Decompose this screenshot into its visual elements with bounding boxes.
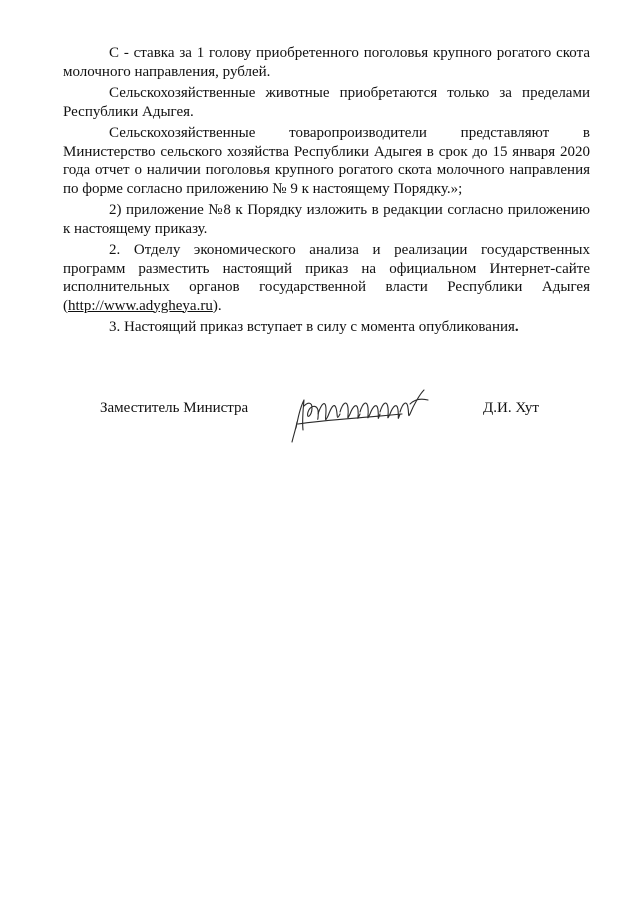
paragraph-line: года отчет о наличии поголовья крупного рогатого скота молочного направления — [63, 162, 590, 178]
bracket-close: ). — [212, 297, 222, 314]
paragraph-appendix-8 — [63, 201, 590, 238]
signatory-title: Заместитель Министра — [100, 400, 249, 416]
website-link[interactable]: http://www.adygheya.ru — [68, 297, 213, 314]
paragraph-effective-date — [63, 318, 590, 337]
paragraph-line: молочного направления, рублей. — [63, 63, 271, 80]
paragraph-line: к настоящему приказу. — [63, 220, 208, 237]
paragraph-line: Республики Адыгея. — [63, 103, 194, 120]
effective-date-text: 3. Настоящий приказ вступает в силу с момента опубликования — [109, 319, 515, 335]
paragraph-formula-definition — [63, 44, 590, 81]
signatory-name: Д.И. Хут — [483, 400, 539, 416]
paragraph-line — [63, 297, 590, 316]
paragraph-line: исполнительных органов государственной власти Республики Адыгея — [63, 279, 590, 295]
paragraph-publication-order — [63, 241, 590, 315]
paragraph-line: по форме согласно приложению № 9 к настоящему Порядку.»; — [63, 180, 463, 197]
paragraph-line: 2) приложение №8 к Порядку изложить в редакции согласно приложению — [109, 202, 590, 218]
paragraph-line: 2. Отделу экономического анализа и реализации государственных — [109, 242, 590, 258]
paragraph-line: Сельскохозяйственные товаропроизводители представляют в — [109, 125, 590, 141]
paragraph-line: программ разместить настоящий приказ на официальном Интернет-сайте — [63, 260, 590, 277]
document-body — [63, 44, 590, 340]
bracket-open: ( — [63, 297, 68, 314]
signature-block — [0, 384, 640, 454]
handwritten-signature — [282, 384, 442, 452]
effective-date-period: . — [514, 319, 519, 335]
paragraph-report-requirement — [63, 124, 590, 198]
paragraph-line: Сельскохозяйственные животные приобретаются только за пределами — [109, 85, 590, 101]
paragraph-animals-origin — [63, 84, 590, 121]
paragraph-line: С - ставка за 1 голову приобретенного поголовья крупного рогатого скота — [109, 45, 590, 61]
paragraph-line — [63, 318, 590, 337]
paragraph-line: Министерство сельского хозяйства Республики Адыгея в срок до 15 января 2020 — [63, 143, 590, 160]
